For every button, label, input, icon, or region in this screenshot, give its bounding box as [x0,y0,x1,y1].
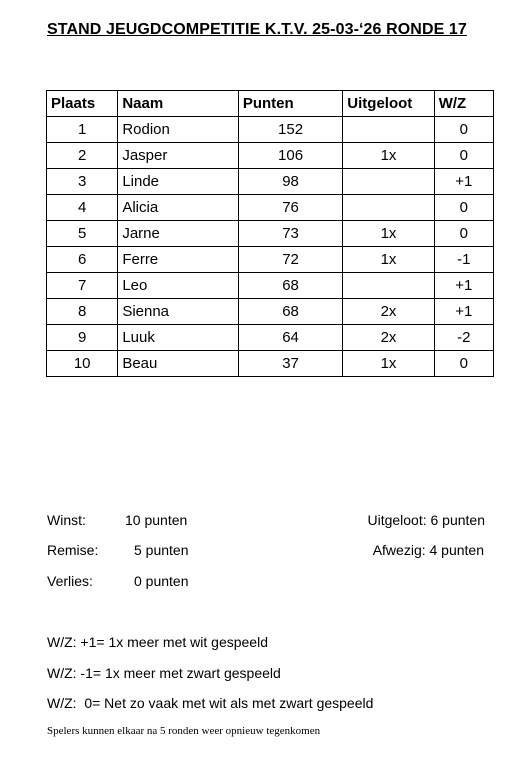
cell-naam: Leo [118,273,239,299]
table-row [47,117,494,143]
legend-line-minus: W/Z: -1= 1x meer met zwart gespeeld [47,665,281,681]
uitgeloot-points: Uitgeloot: 6 punten [367,512,485,528]
remise-value: 5 punten [134,542,189,558]
header-uitgeloot: Uitgeloot [343,91,434,117]
header-naam: Naam [118,91,239,117]
cell-uitgeloot: 2x [343,299,434,325]
cell-wz: -1 [434,247,493,273]
cell-punten: 76 [238,195,342,221]
remise-label: Remise: [47,542,99,558]
legend-line-plus: W/Z: +1= 1x meer met wit gespeeld [47,634,268,650]
cell-naam: Luuk [118,325,239,351]
cell-naam: Linde [118,169,239,195]
cell-uitgeloot: 1x [343,351,434,377]
cell-punten: 37 [238,351,342,377]
cell-punten: 106 [238,143,342,169]
cell-wz: +1 [434,169,493,195]
cell-wz: +1 [434,299,493,325]
cell-plaats: 1 [47,117,118,143]
cell-punten: 68 [238,273,342,299]
cell-uitgeloot [343,195,434,221]
cell-uitgeloot [343,117,434,143]
cell-plaats: 6 [47,247,118,273]
afwezig-points: Afwezig: 4 punten [372,542,484,558]
header-punten: Punten [238,91,342,117]
verlies-value: 0 punten [134,573,189,589]
cell-naam: Jasper [118,143,239,169]
cell-plaats: 9 [47,325,118,351]
cell-naam: Beau [118,351,239,377]
cell-uitgeloot: 1x [343,143,434,169]
table-row [47,221,494,247]
cell-wz: +1 [434,273,493,299]
cell-wz: 0 [434,117,493,143]
winst-value: 10 punten [125,512,188,528]
cell-uitgeloot [343,273,434,299]
cell-uitgeloot: 1x [343,247,434,273]
verlies-label: Verlies: [47,573,93,589]
cell-wz: 0 [434,351,493,377]
cell-uitgeloot: 2x [343,325,434,351]
table-header-row [47,91,494,117]
table-row [47,273,494,299]
cell-wz: 0 [434,195,493,221]
page-title: STAND JEUGDCOMPETITIE K.T.V. 25-03-‘26 RONDE 17 [47,21,467,38]
header-wz: W/Z [434,91,493,117]
cell-punten: 73 [238,221,342,247]
cell-plaats: 4 [47,195,118,221]
table-row [47,195,494,221]
cell-plaats: 3 [47,169,118,195]
cell-plaats: 10 [47,351,118,377]
cell-punten: 152 [238,117,342,143]
cell-naam: Rodion [118,117,239,143]
cell-plaats: 2 [47,143,118,169]
standings-table [46,90,494,377]
cell-uitgeloot [343,169,434,195]
cell-wz: 0 [434,143,493,169]
table-row [47,351,494,377]
footnote: Spelers kunnen elkaar na 5 ronden weer opnieuw tegenkomen [47,725,321,737]
cell-punten: 98 [238,169,342,195]
table-row [47,299,494,325]
legend-line-zero: W/Z: 0= Net zo vaak met wit als met zwart gespeeld [47,695,374,711]
cell-punten: 72 [238,247,342,273]
table-row [47,143,494,169]
table-row [47,325,494,351]
cell-punten: 68 [238,299,342,325]
header-plaats: Plaats [47,91,118,117]
cell-naam: Sienna [118,299,239,325]
cell-naam: Jarne [118,221,239,247]
cell-naam: Alicia [118,195,239,221]
cell-punten: 64 [238,325,342,351]
table-row [47,247,494,273]
cell-plaats: 8 [47,299,118,325]
cell-plaats: 5 [47,221,118,247]
winst-label: Winst: [47,512,86,528]
table-row [47,169,494,195]
cell-plaats: 7 [47,273,118,299]
cell-naam: Ferre [118,247,239,273]
cell-uitgeloot: 1x [343,221,434,247]
cell-wz: 0 [434,221,493,247]
cell-wz: -2 [434,325,493,351]
